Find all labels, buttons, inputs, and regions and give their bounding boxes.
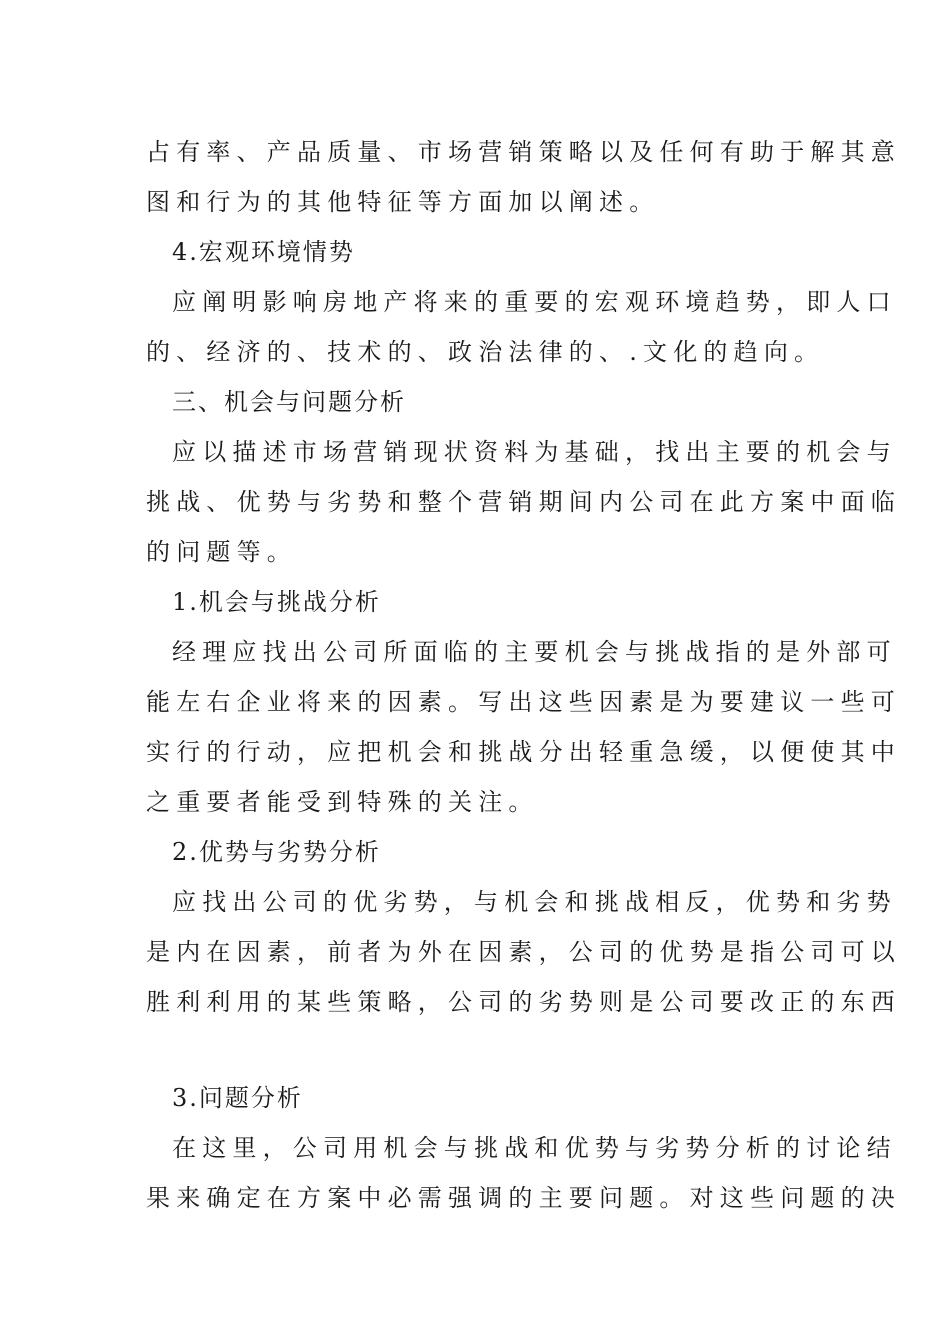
paragraph-line: 占有率、产品质量、市场营销策略以及任何有助于解其意 <box>146 138 901 166</box>
section-heading-strength-weakness: 2.优势与劣势分析 <box>172 838 381 866</box>
paragraph-line: 经理应找出公司所面临的主要机会与挑战指的是外部可 <box>172 638 897 666</box>
paragraph-line: 应找出公司的优劣势，与机会和挑战相反，优势和劣势 <box>172 888 897 916</box>
paragraph-line: 之重要者能受到特殊的关注。 <box>146 788 539 816</box>
paragraph-line: 胜利利用的某些策略，公司的劣势则是公司要改正的东西 <box>146 988 901 1016</box>
section-heading-macro-environment: 4.宏观环境情势 <box>172 238 355 266</box>
paragraph-line: 的问题等。 <box>146 538 297 566</box>
paragraph-line: 实行的行动，应把机会和挑战分出轻重急缓，以便使其中 <box>146 738 901 766</box>
paragraph-line: 应以描述市场营销现状资料为基础，找出主要的机会与 <box>172 438 897 466</box>
paragraph-line: 在这里，公司用机会与挑战和优势与劣势分析的讨论结 <box>172 1134 897 1162</box>
paragraph-line: 果来确定在方案中必需强调的主要问题。对这些问题的决 <box>146 1184 901 1212</box>
section-heading-opportunity-analysis: 三、机会与问题分析 <box>172 388 406 416</box>
paragraph-line: 是内在因素，前者为外在因素，公司的优势是指公司可以 <box>146 938 901 966</box>
paragraph-line: 图和行为的其他特征等方面加以阐述。 <box>146 188 660 216</box>
section-heading-problem-analysis: 3.问题分析 <box>172 1084 303 1112</box>
section-heading-opportunity-challenge: 1.机会与挑战分析 <box>172 588 381 616</box>
paragraph-line: 能左右企业将来的因素。写出这些因素是为要建议一些可 <box>146 688 901 716</box>
paragraph-line: 应阐明影响房地产将来的重要的宏观环境趋势，即人口 <box>172 288 897 316</box>
paragraph-line: 的、经济的、技术的、政治法律的、.文化的趋向。 <box>146 338 825 366</box>
paragraph-line: 挑战、优势与劣势和整个营销期间内公司在此方案中面临 <box>146 488 901 516</box>
